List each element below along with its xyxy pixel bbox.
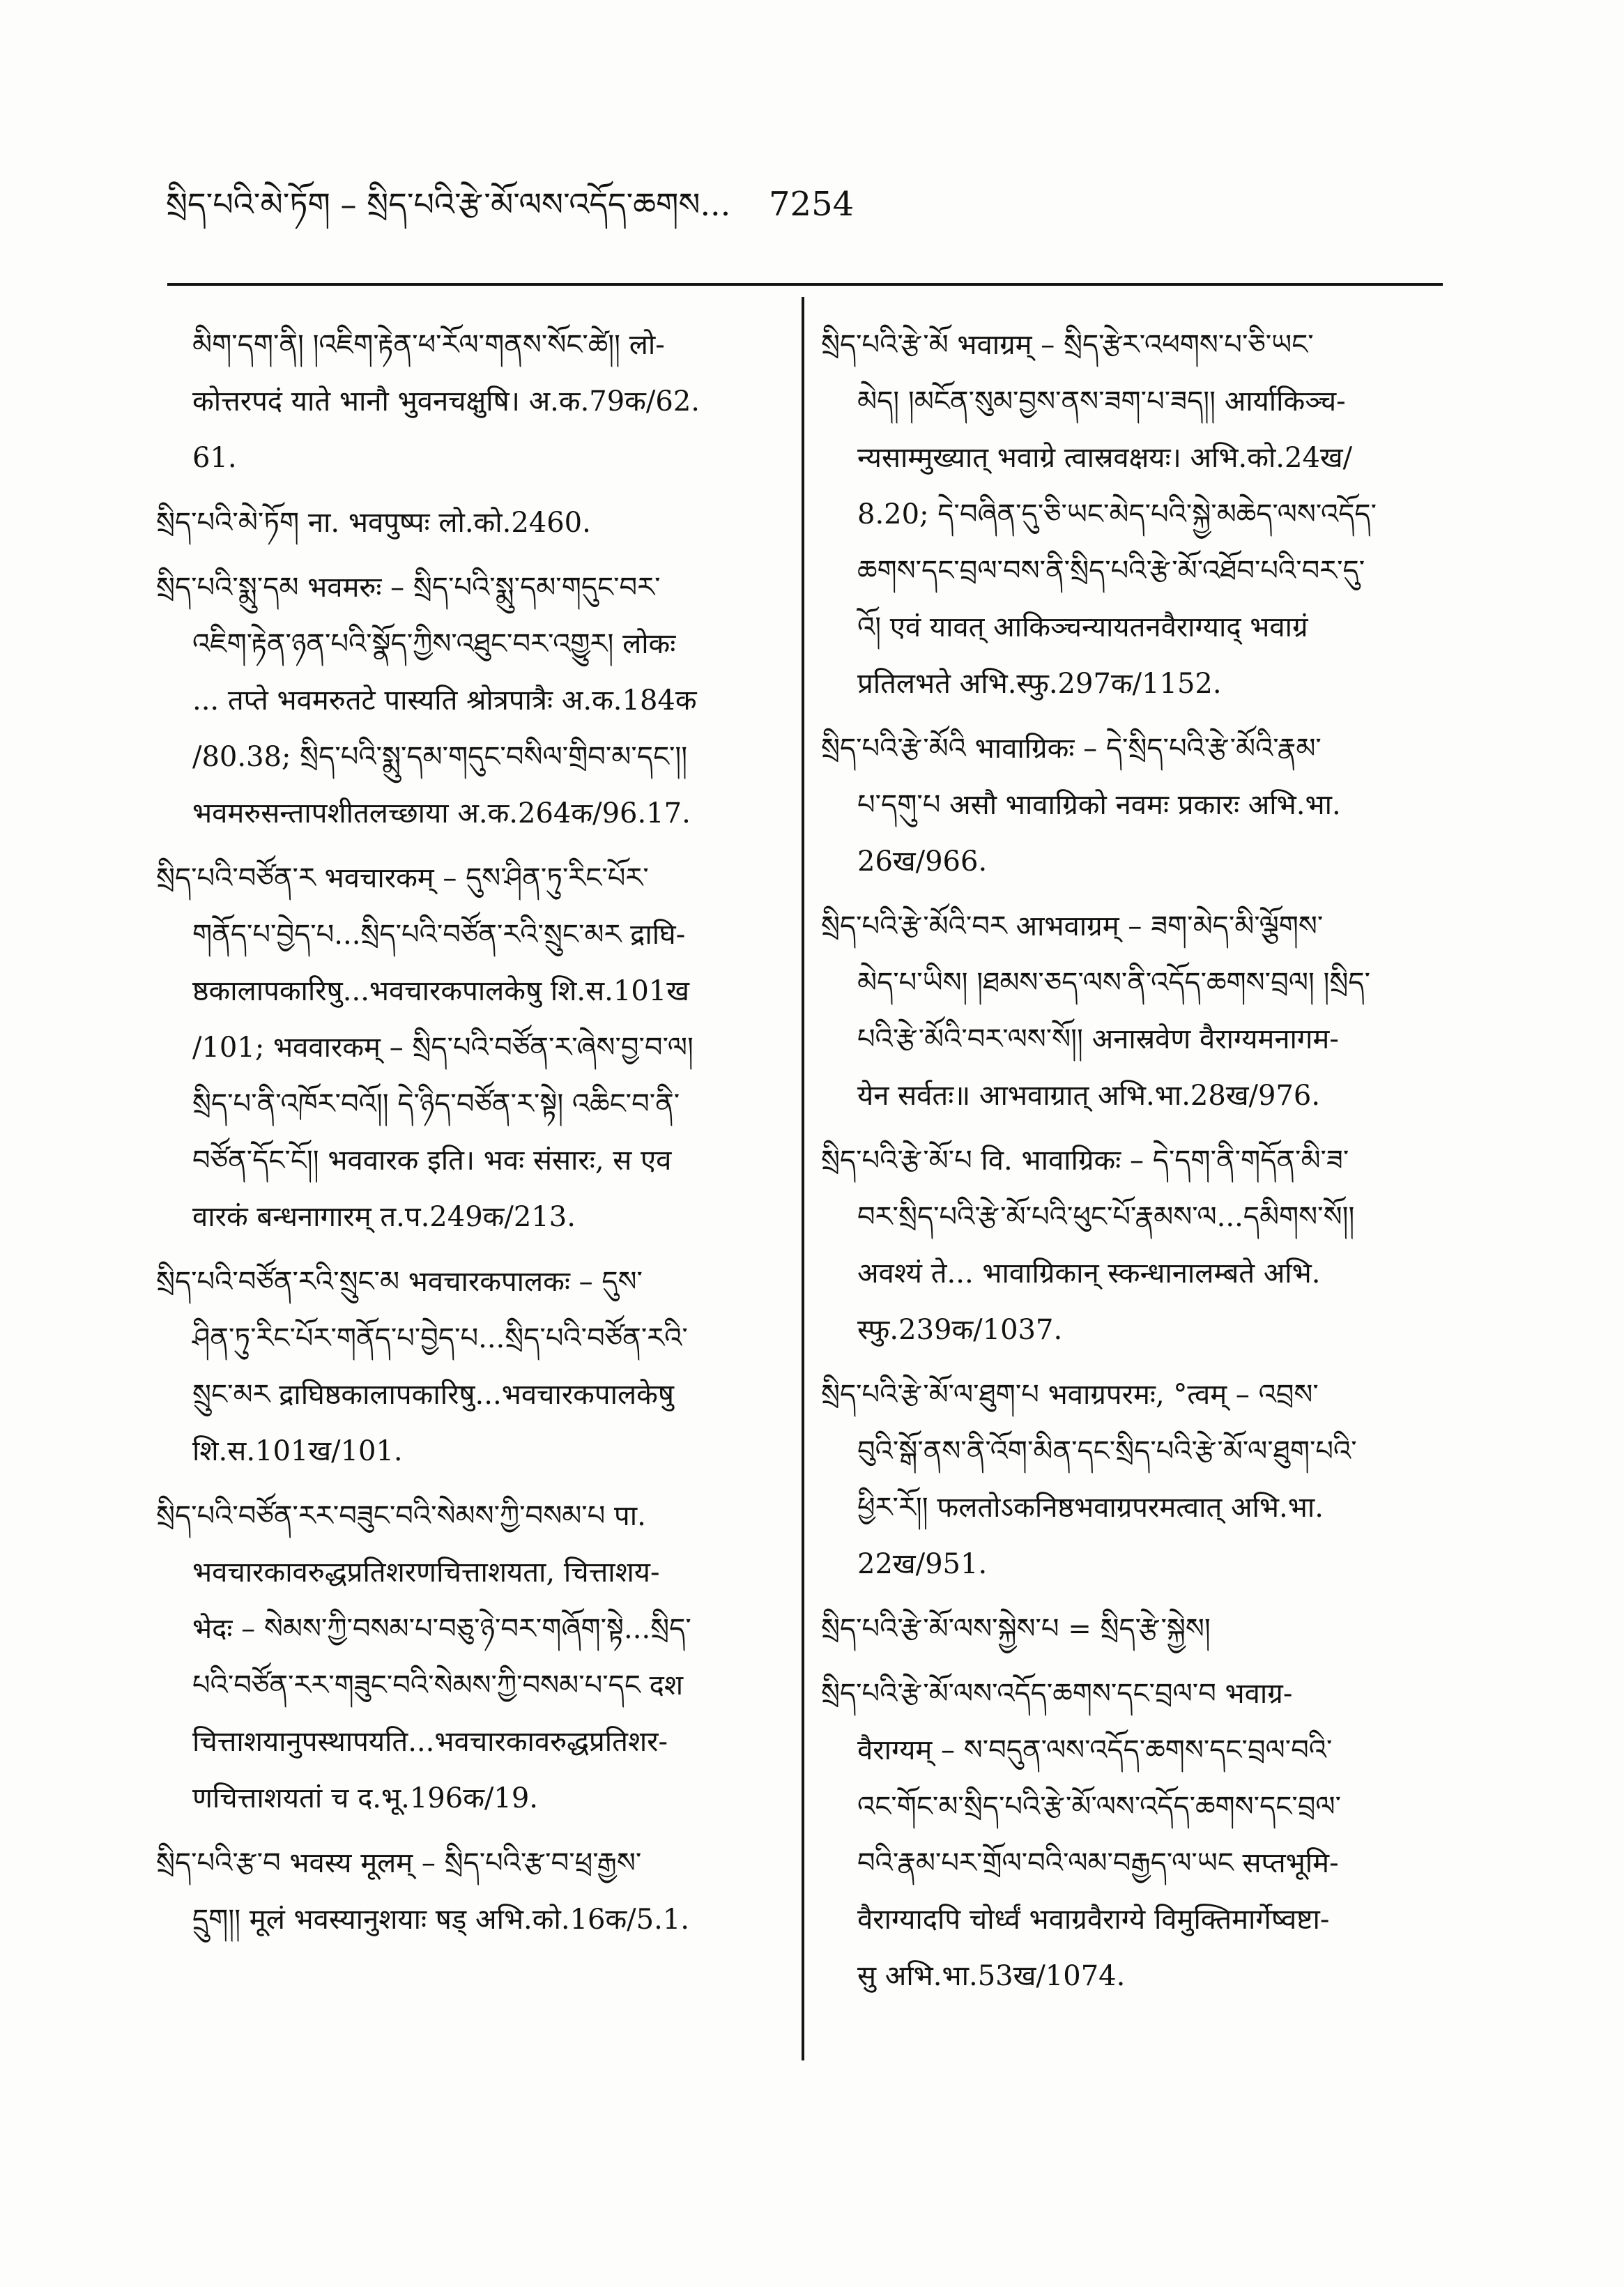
entry-line: चित्ताशयानुपस्थापयति...भवचारकावरुद्धप्रतिशर- (192, 1726, 668, 1758)
entry-line: णचित्ताशयतां च द.भू.196क/19. (192, 1782, 539, 1814)
entry-line: 26ख/966. (857, 846, 988, 878)
dictionary-entry (156, 1835, 787, 1948)
continuation-line: 61. (192, 442, 237, 474)
entry-line: वैराग्यादपि चोर्ध्वं भवाग्रवैराग्ये विमुक्तिमार्गेष्वष्टा- (857, 1904, 1330, 1936)
headword-line: སྲིད་པའི་རྩེ་མོ་ལས་སྐྱེས་པ = སྲིད་རྩེ་སྐྱེས། (821, 1613, 1211, 1645)
headword-line: སྲིད་པའི་རྩེ་མོའི भावाग्रिकः – དེ་སྲིད་པའི་རྩེ་མོའི་རྣམ་ (821, 733, 1322, 765)
dictionary-entry (821, 721, 1452, 890)
entry-line: स्फु.239क/1037. (857, 1314, 1063, 1346)
entry-line: བཙོན་དོང་ངོ།། भववारक इति। भवः संसारः, स एव (192, 1145, 672, 1177)
right-column (821, 317, 1452, 2005)
entry-line: པའི་རྩེ་མོའི་བར་ལས་སོ།། अनास्रवेण वैराग्यमनागम- (857, 1023, 1339, 1055)
page-number: 7254 (769, 185, 855, 224)
headword-line: སྲིད་པའི་རྩེ་མོ भवाग्रम् – སྲིད་རྩེར་འཕགས་པ་ཅི་ཡང་ (821, 329, 1314, 361)
continuation-line: कोत्तरपदं याते भानौ भुवनचक्षुषि। अ.क.79क/62. (192, 385, 700, 418)
entry-line: शि.स.101ख/101. (192, 1435, 403, 1467)
entry-line: མེད། །མངོན་སུམ་བྱས་ནས་ཟག་པ་ཟད།། आर्याकिञ्च- (857, 385, 1346, 418)
dictionary-entry (156, 495, 787, 551)
entry-line: भवमरुसन्तापशीतलच्छाया अ.क.264क/96.17. (192, 797, 691, 829)
dictionary-entry (156, 850, 787, 1246)
entry-line: ཆགས་དང་བྲལ་བས་ནི་སྲིད་པའི་རྩེ་མོ་འཐོབ་པའི་བར་དུ་ (857, 555, 1365, 587)
headword-line: སྲིད་པའི་བཙོན་ར भवचारकम् – དུས་ཤིན་ཏུ་རིང་པོར་ (156, 862, 649, 894)
dictionary-entry (821, 898, 1452, 1124)
entry-line: འང་གོང་མ་སྲིད་པའི་རྩེ་མོ་ལས་འདོད་ཆགས་དང་བྲལ་ (857, 1791, 1341, 1823)
headword-line: སྲིད་པའི་རྩེ་མོ་ལས་འདོད་ཆགས་དང་བྲལ་བ भवाग्र- (821, 1678, 1293, 1710)
entry-line: न्यसाम्मुख्यात् भवाग्रे त्वास्रवक्षयः। अभि.को.24ख/ (857, 442, 1353, 474)
continuation-line: མིག་དག་ནི། །འཇིག་རྟེན་ཕ་རོལ་གནས་སོང་ཚེ།། लो- (192, 329, 665, 361)
entry-line: གནོད་པ་བྱེད་པ...སྲིད་པའི་བཙོན་རའི་སྲུང་མར द्राघि- (192, 919, 686, 951)
entry-line: ཤིན་ཏུ་རིང་པོར་གནོད་པ་བྱེད་པ...སྲིད་པའི་བཙོན་རའི་ (192, 1322, 688, 1354)
entry-line: དྲུག།། मूलं भवस्यानुशयाः षड् अभि.को.16क/5.1. (192, 1904, 689, 1936)
entry-line: भवचारकावरुद्धप्रतिशरणचित्ताशयता, चित्ताशय- (192, 1556, 660, 1589)
headword-line: སྲིད་པའི་སྨུ་དམ भवमरुः – སྲིད་པའི་སྨུ་དམ་གདུང་བར་ (156, 572, 661, 604)
entry-line: བའི་རྣམ་པར་གྲོལ་བའི་ལམ་བརྒྱད་ལ་ཡང सप्तभूमि- (857, 1847, 1339, 1879)
headword-line: སྲིད་པའི་རྩ་བ भवस्य मूलम् – སྲིད་པའི་རྩ་བ་ཕྲ་རྒྱས་ (156, 1847, 642, 1879)
entry-line: པའི་བཙོན་རར་གཟུང་བའི་སེམས་ཀྱི་བསམ་པ་དང दश (192, 1669, 684, 1701)
entry-line: वैराग्यम् – ས་བདུན་ལས་འདོད་ཆགས་དང་བྲལ་བའི་ (857, 1734, 1333, 1766)
entry-line: པ་དགུ་པ असौ भावाग्रिको नवमः प्रकारः अभि.भा. (857, 789, 1341, 821)
dictionary-entry (156, 1254, 787, 1480)
entry-line: अवश्यं ते... भावाग्रिकान् स्कन्धानालम्बते अभि. (857, 1257, 1321, 1290)
entry-line: སྲུང་མར द्राघिष्ठकालापकारिषु...भवचारकपालकेषु (192, 1379, 674, 1411)
entry-line: 8.20; དེ་བཞིན་དུ་ཅི་ཡང་མེད་པའི་སྐྱེ་མཆེད་ལས་འདོད་ (857, 498, 1377, 530)
entry-line: མེད་པ་ཡིས། །ཐམས་ཅད་ལས་ནི་འདོད་ཆགས་བྲལ། །སྲིད་ (857, 967, 1370, 999)
dictionary-entry (821, 317, 1452, 712)
entry-line: भेदः – སེམས་ཀྱི་བསམ་པ་བཅུ་ཉེ་བར་གཞོག་སྟེ...སྲིད་ (192, 1613, 691, 1645)
headword-line: སྲིད་པའི་རྩེ་མོ་ལ་ཐུག་པ भवाग्रपरमः, °त्वम् – འབྲས་ (821, 1379, 1319, 1411)
dictionary-entry (156, 1488, 787, 1827)
entry-line: प्रतिलभते अभि.स्फु.297क/1152. (857, 668, 1222, 700)
entry-line: སྲིད་པ་ནི་འཁོར་བའོ།། དེ་ཉིད་བཙོན་ར་སྟེ། འཆིང་བ་ནི་ (192, 1088, 680, 1120)
entry-line: 22ख/951. (857, 1548, 988, 1580)
headword-line: སྲིད་པའི་རྩེ་མོ་པ वि. भावाग्रिकः – དེ་དག་ནི་གདོན་མི་ཟ་ (821, 1145, 1349, 1177)
headword-line: སྲིད་པའི་མེ་ཏོག ना. भवपुष्पः लो.को.2460. (156, 507, 591, 539)
entry-line: ष्ठकालापकारिषु...भवचारकपालकेषु शि.स.101ख (192, 975, 689, 1007)
entry-line: འཇིག་རྟེན་ཉན་པའི་སྣོད་ཀྱིས་འཐུང་བར་འགྱུར། लोकः (192, 628, 676, 660)
entry-line: /80.38; སྲིད་པའི་སྨུ་དམ་གདུང་བསིལ་གྲིབ་མ་དང་།། (192, 741, 688, 773)
running-title: སྲིད་པའི་མེ་ཏོག – སྲིད་པའི་རྩེ་མོ་ལས་འདོད་ཆགས... (166, 185, 731, 223)
entry-line: བར་སྲིད་པའི་རྩེ་མོ་པའི་ཕུང་པོ་རྣམས་ལ...དམིགས་སོ།། (857, 1201, 1355, 1233)
headword-line: སྲིད་པའི་རྩེ་མོའི་བར आभवाग्रम् – ཟག་མེད་མི་ལྕོགས་ (821, 910, 1324, 942)
entry-line: सु अभि.भा.53ख/1074. (857, 1960, 1126, 1992)
headword-line: སྲིད་པའི་བཙོན་རར་བཟུང་བའི་སེམས་ཀྱི་བསམ་པ पा. (156, 1500, 646, 1532)
dictionary-entry (821, 1367, 1452, 1593)
entry-line: ཕྱིར་རོ།། फलतोऽकनिष्ठभवाग्रपरमत्वात् अभि.भा. (857, 1492, 1324, 1524)
entry-line: བུའི་སྒོ་ནས་ནི་འོག་མིན་དང་སྲིད་པའི་རྩེ་མོ་ལ་ཐུག་པའི་ (857, 1435, 1357, 1467)
header-rule (167, 283, 1443, 286)
entry-line: येन सर्वतः॥ आभवाग्रात् अभि.भा.28ख/976. (857, 1080, 1321, 1112)
entry-line: འོ། एवं यावत् आकिञ्चन्यायतनवैराग्याद् भवाग्रं (857, 611, 1308, 643)
entry-line: /101; भववारकम् – སྲིད་པའི་བཙོན་ར་ཞེས་བྱ་བ་ལ། (192, 1032, 694, 1064)
entry-line: वारकं बन्धनागारम् त.प.249क/213. (192, 1201, 576, 1233)
dictionary-entry (821, 1133, 1452, 1359)
dictionary-entry (821, 1666, 1452, 2005)
dictionary-entry (156, 560, 787, 842)
dictionary-entry (821, 1601, 1452, 1658)
left-column (156, 317, 787, 1948)
headword-line: སྲིད་པའི་བཙོན་རའི་སྲུང་མ भवचारकपालकः – དུས་ (156, 1266, 643, 1298)
column-divider (802, 297, 804, 2060)
entry-line: ... तप्ते भवमरुतटे पास्यति श्रोत्रपात्रैः अ.क.184क (192, 684, 697, 717)
